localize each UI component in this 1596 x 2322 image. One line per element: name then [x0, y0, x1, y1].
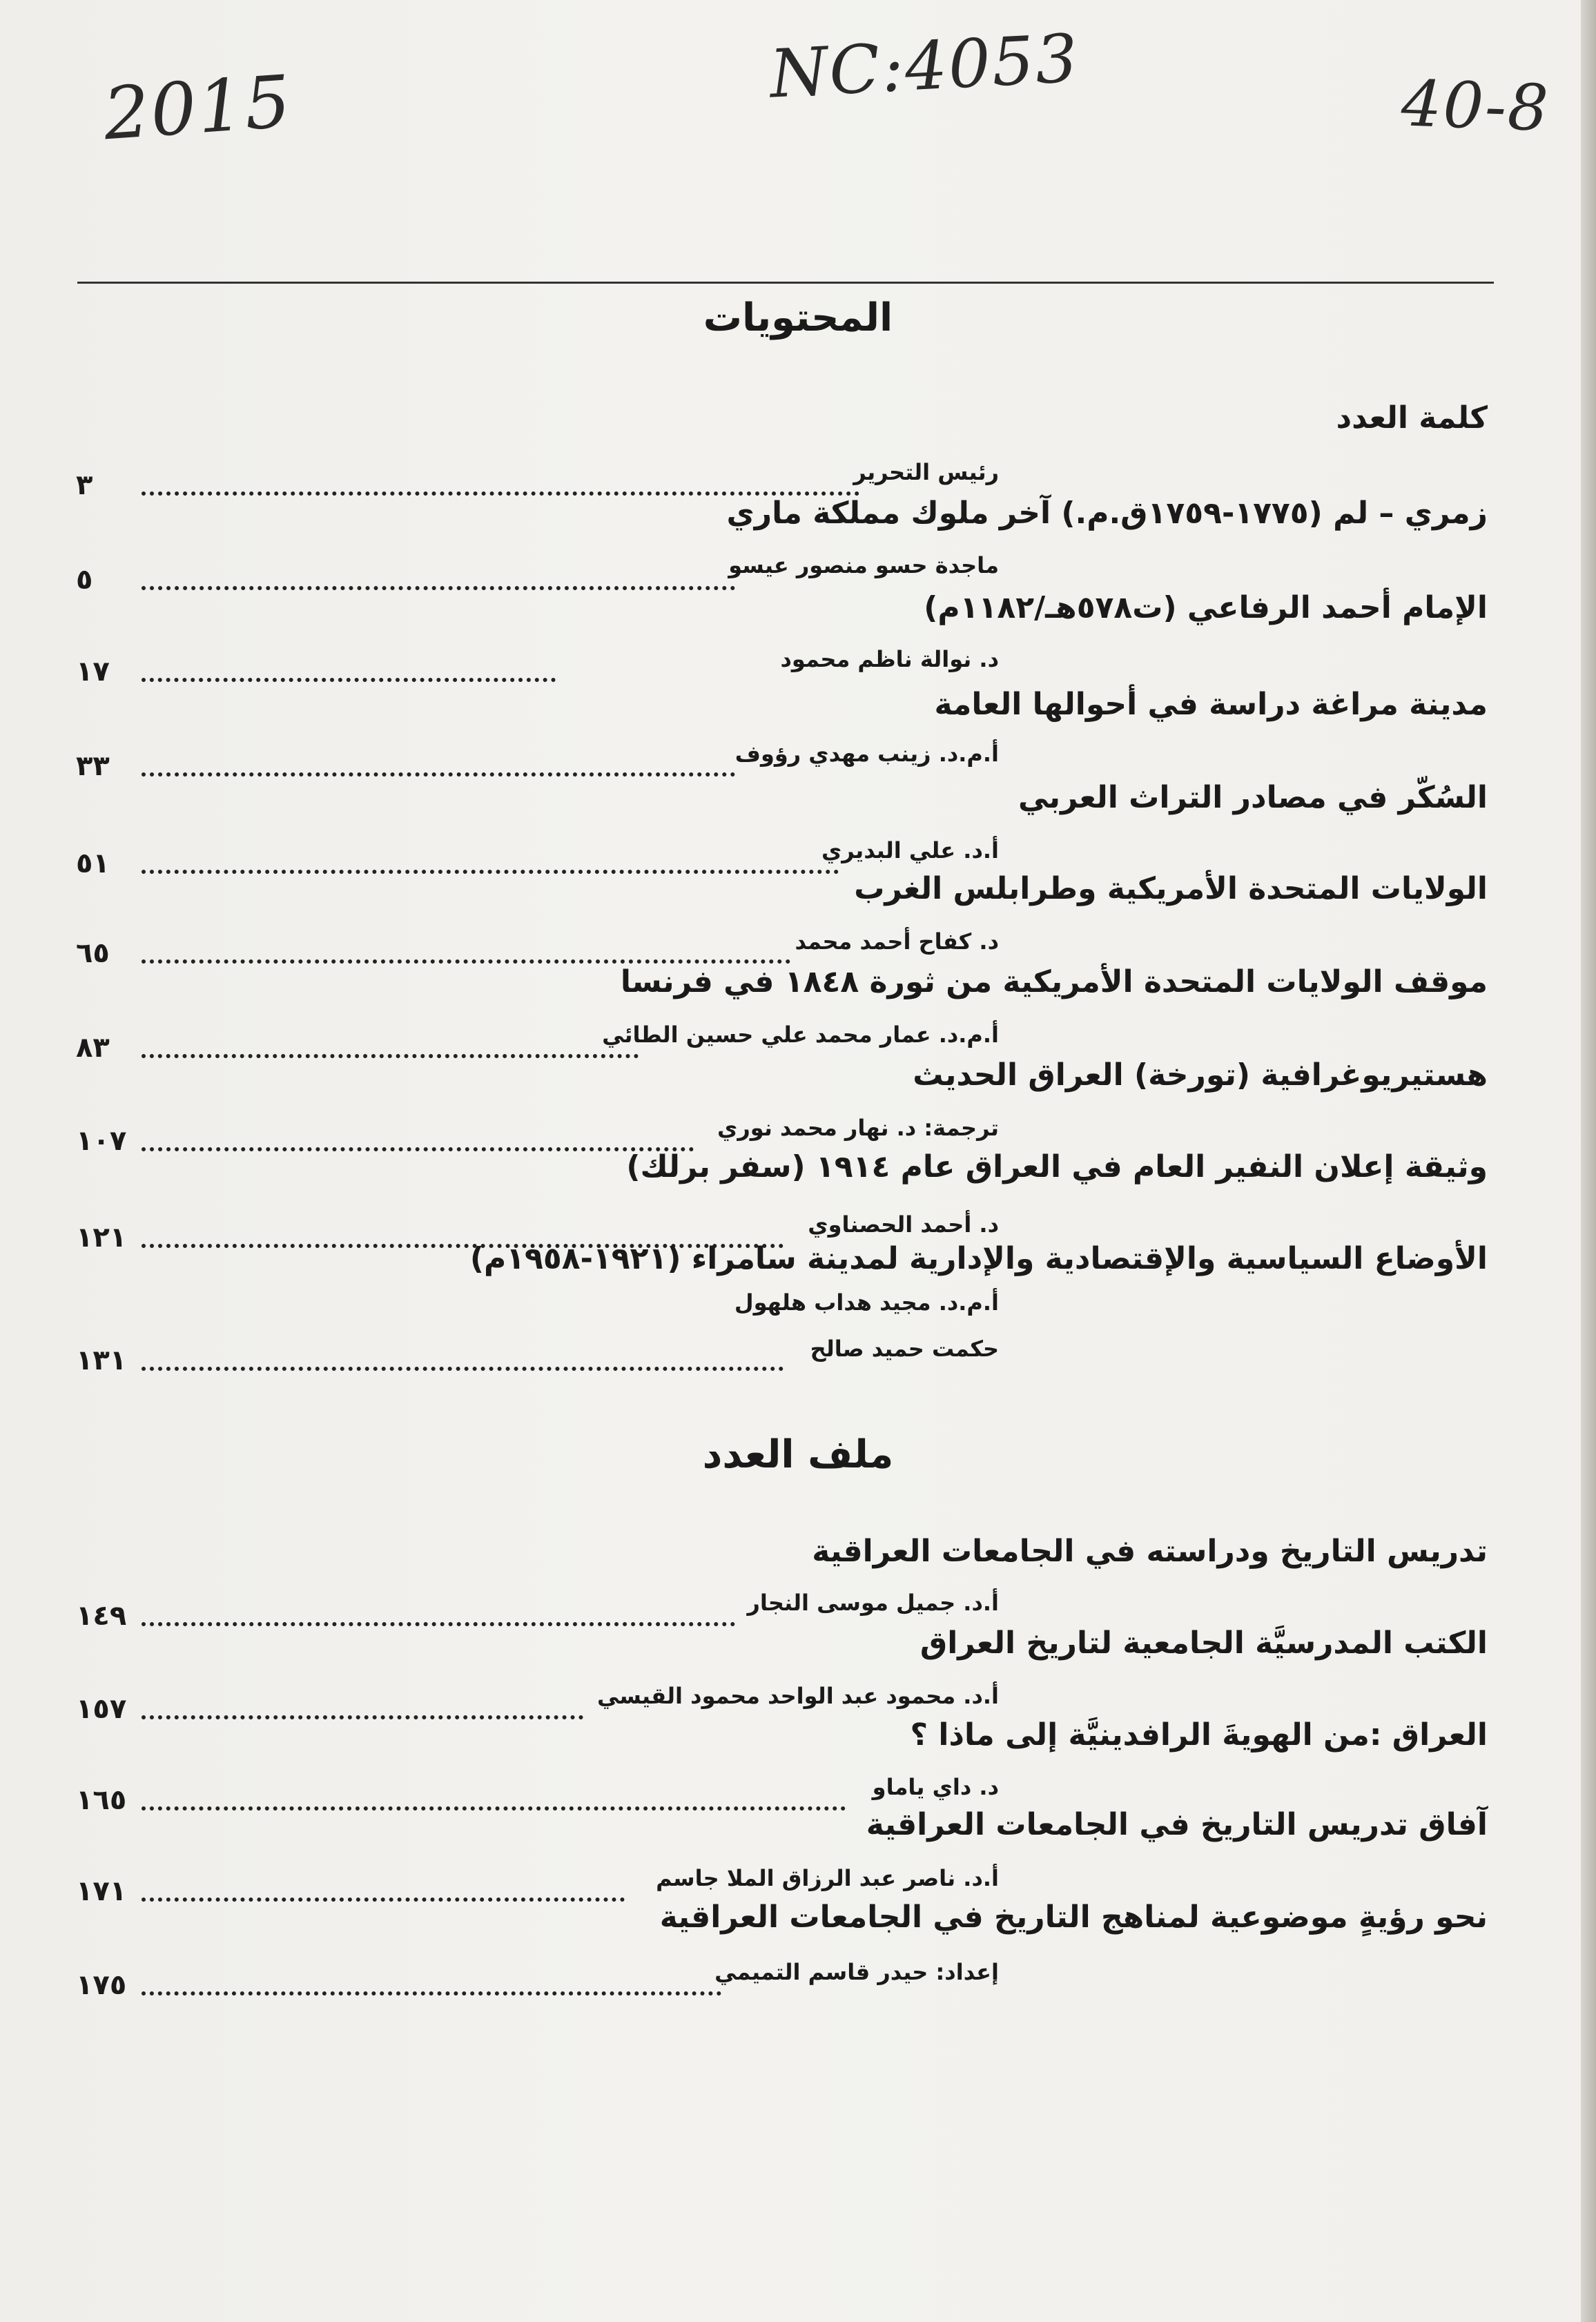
entry-title: موقف الولايات المتحدة الأمريكية من ثورة ١٨٤٨ في فرنسا — [620, 964, 1488, 999]
page-number: ١٣١ — [76, 1345, 127, 1376]
entry-author: ماجدة حسو منصور عيسو — [728, 552, 999, 578]
entry-title: الولايات المتحدة الأمريكية وطرابلس الغرب — [854, 871, 1488, 906]
dot-leader — [142, 1140, 694, 1151]
dot-leader — [142, 1799, 846, 1811]
page-number: ٥١ — [76, 848, 110, 879]
page-number: ١٤٩ — [76, 1600, 127, 1632]
entry-author: أ.م.د. زينب مهدي رؤوف — [734, 741, 999, 767]
page-number: ١٧٥ — [76, 1969, 127, 2001]
issue-file-heading: ملف العدد — [702, 1432, 894, 1477]
entry-author: أ.د. ناصر عبد الرزاق الملا جاسم — [656, 1865, 999, 1891]
entry-author: ترجمة: د. نهار محمد نوري — [717, 1115, 999, 1141]
entry-title: العراق :من الهويةَ الرافدينيَّة إلى ماذا ؟ — [910, 1717, 1488, 1753]
entry-title: تدريس التاريخ ودراسته في الجامعات العراقية — [812, 1534, 1488, 1569]
dot-leader — [142, 1984, 721, 1996]
entry-title: مدينة مراغة دراسة في أحوالها العامة — [934, 687, 1488, 722]
dot-leader — [142, 671, 556, 682]
handwritten-code: NC:4053 — [768, 19, 1081, 113]
page-number: ١٢١ — [76, 1222, 127, 1253]
dot-leader — [142, 1708, 583, 1719]
dot-leader — [142, 765, 735, 777]
contents-heading: المحتويات — [703, 295, 893, 340]
entry-author: أ.م.د. عمار محمد علي حسين الطائي — [602, 1022, 999, 1048]
page-number: ٣٣ — [76, 750, 110, 782]
entry-author: حكمت حميد صالح — [810, 1336, 999, 1362]
entry-title: آفاق تدريس التاريخ في الجامعات العراقية — [866, 1807, 1488, 1842]
page-number: ١٥٧ — [76, 1693, 127, 1725]
dot-leader — [142, 485, 859, 496]
page-number: ١٦٥ — [76, 1784, 127, 1816]
entry-title: الكتب المدرسيَّة الجامعية لتاريخ العراق — [919, 1626, 1488, 1661]
entry-author: د. داي ياماو — [872, 1774, 999, 1800]
handwritten-year: 2015 — [101, 59, 295, 157]
entry-title: زمري – لم (١٧٧٥-١٧٥٩ق.م.) آخر ملوك مملكة ماري — [726, 496, 1488, 531]
page-number: ١٧ — [76, 656, 110, 687]
page-number: ٥ — [76, 564, 93, 596]
entry-title: الأوضاع السياسية والإقتصادية والإدارية لمدينة سامراء (١٩٢١-١٩٥٨م) — [469, 1241, 1488, 1276]
entry-author: أ.د. جميل موسى النجار — [747, 1590, 999, 1616]
entry-author: أ.د. علي البديري — [821, 837, 999, 864]
entry-title: كلمة العدد — [1336, 400, 1488, 436]
entry-title: هستيريوغرافية (تورخة) العراق الحديث — [913, 1057, 1488, 1093]
entry-author: إعداد: حيدر قاسم التميمي — [714, 1959, 999, 1985]
entry-title: نحو رؤيةٍ موضوعية لمناهج التاريخ في الجامعات العراقية — [659, 1900, 1488, 1935]
page-number: ٣ — [76, 469, 93, 501]
page-number: ٨٣ — [76, 1032, 110, 1064]
dot-leader — [142, 1047, 639, 1058]
entry-author: د. أحمد الحصناوي — [808, 1211, 999, 1238]
dot-leader — [142, 1891, 625, 1902]
page-number: ٦٥ — [76, 937, 110, 969]
dot-leader — [142, 1615, 735, 1626]
handwritten-ref: 40-8 — [1400, 66, 1551, 146]
dot-leader — [142, 579, 735, 590]
entry-author: د. نوالة ناظم محمود — [780, 646, 999, 672]
entry-author: د. كفاح أحمد محمد — [795, 928, 999, 955]
dot-leader — [142, 863, 839, 874]
dot-leader — [142, 1360, 784, 1371]
entry-author: أ.د. محمود عبد الواحد محمود القيسي — [596, 1683, 999, 1709]
page-number: ١٧١ — [76, 1875, 127, 1907]
entry-title: السُكّر في مصادر التراث العربي — [1018, 780, 1488, 815]
dot-leader — [142, 953, 790, 964]
entry-author: أ.م.د. مجيد هداب هلهول — [734, 1289, 999, 1316]
entry-title: الإمام أحمد الرفاعي (ت٥٧٨هـ/١١٨٢م) — [924, 590, 1488, 625]
entry-author: رئيس التحرير — [853, 459, 999, 485]
entry-title: وثيقة إعلان النفير العام في العراق عام ١٩١٤ (سفر برلك) — [626, 1149, 1488, 1184]
page-number: ١٠٧ — [76, 1125, 127, 1157]
